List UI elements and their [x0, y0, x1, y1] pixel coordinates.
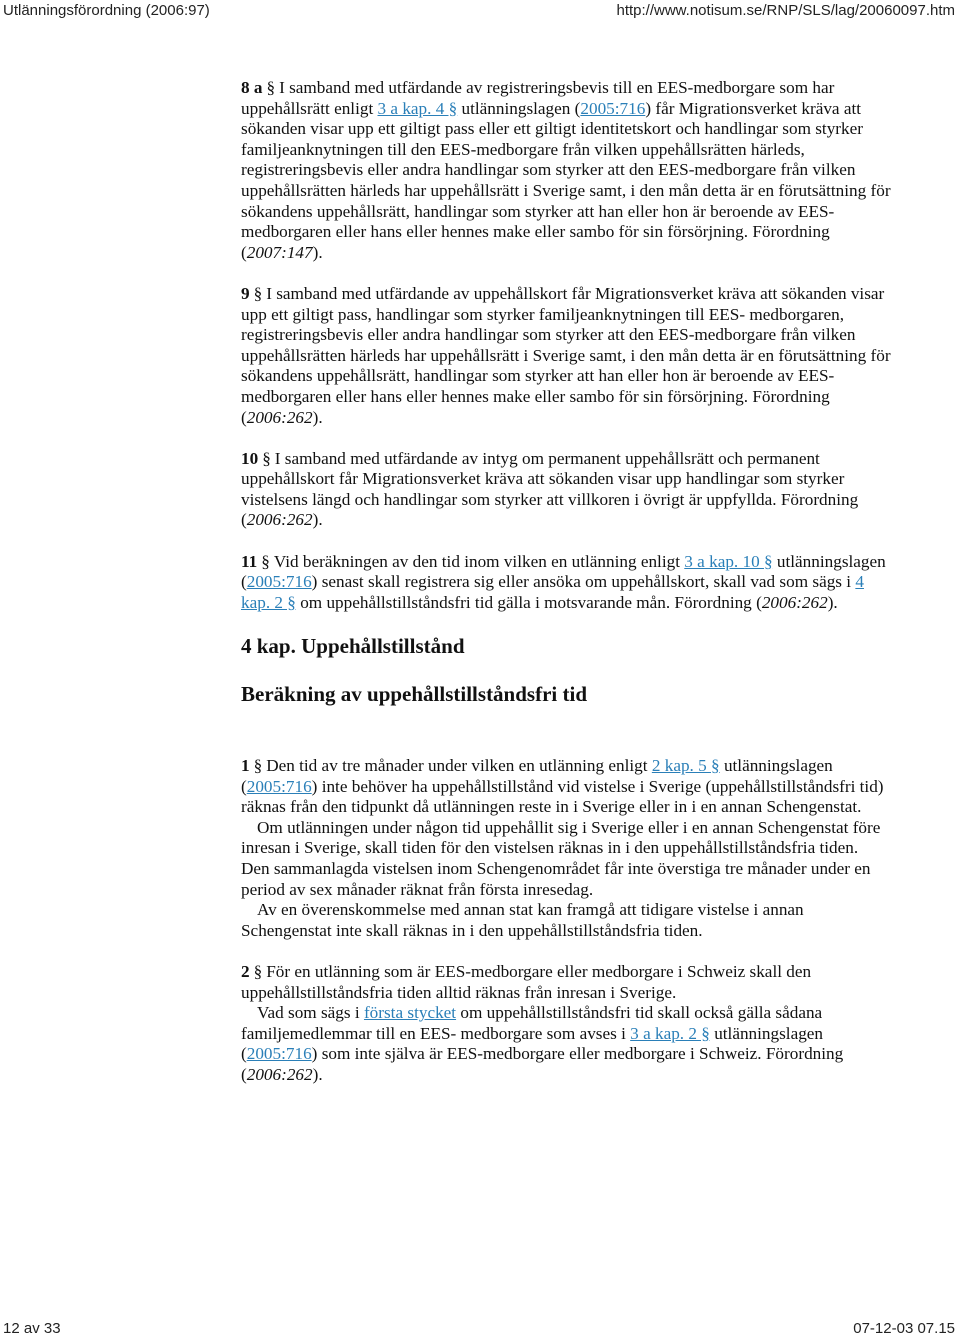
text-segment: ) som inte själva är EES-medborgare eller medborgare i Schweiz. Förordning (: [241, 1044, 844, 1084]
link-3a-kap-2[interactable]: 3 a kap. 2 §: [630, 1023, 710, 1043]
paragraph-8a: [241, 78, 891, 263]
text-segment: om uppehållstillståndsfri tid skall också gälla sådana familjemedlemmar till en EES- medborgare som avses i: [241, 1003, 823, 1043]
paragraph-continuation: Om utlänningen under någon tid uppehållit sig i Sverige eller i en annan Schengenstat före inresan i Sverige, skall tiden för den vistelsen räknas in i den uppehållstillståndsfria tiden. Den sammanlagda vistelsen inom Schengenområdet får inte överstiga tre månader under en period av sex månader räknat från första inresedag.: [241, 817, 881, 899]
link-forsta-stycket[interactable]: första stycket: [363, 1003, 457, 1023]
chapter-heading: 4 kap. Uppehållstillstånd: [241, 634, 465, 659]
document-body: [241, 78, 891, 1106]
paragraph-text: [241, 449, 891, 531]
section-sign: §: [266, 78, 276, 97]
paragraph-10: [241, 449, 891, 531]
text-segment: ) får Migrationsverket kräva att sökanden visar upp ett giltigt pass eller ett giltigt identitetskort och handlingar som styrker familjeanknytningen till den EES-medborgare från vilken uppehållsrätten härleds, registreringsbevis eller andra handlingar som styrker att den EES-medborgare från vilken uppehållsrätten härleds har uppehållsrätt i Sverige samt, i den mån detta är en förutsättning för sökandens uppehållsrätt, handlingar som styrker att han eller hon är beroende av EES-medborgaren eller hans eller hennes make eller sambo för sin försörjning. Förordning (: [241, 98, 891, 262]
link-2005-716[interactable]: 2005:716: [246, 1044, 312, 1064]
section-sign: §: [253, 961, 263, 981]
section-sign: §: [253, 756, 263, 776]
page-counter: 12 av 33: [3, 1320, 61, 1337]
ordinance-ref: 2006:262: [761, 592, 828, 612]
paragraph-number: 11: [241, 551, 258, 571]
paragraph-number: 1: [241, 756, 250, 776]
paragraph-text: [241, 78, 891, 263]
text-segment: ).: [312, 510, 323, 530]
text-segment: om uppehållstillståndsfri tid gälla i motsvarande mån. Förordning (: [300, 592, 762, 612]
text-segment: utlänningslagen (: [241, 551, 886, 592]
text-segment: I samband med utfärdande av uppehållskort får Migrationsverket kräva att sökanden visar upp ett giltigt pass, handlingar som styrker familjeanknytningen till EES- medborgaren, registreringsbevis eller andra handlingar som styrker att den EES-medborgare från vilken uppehållsrätten härleds har uppehållsrätt i Sverige samt, i den mån detta är en förutsättning för sökandens uppehållsrätt, handlingar som styrker att han eller hon är beroende av EES-medborgaren eller hans eller hennes make eller sambo för sin försörjning. Förordning (: [241, 283, 891, 427]
ordinance-ref: 2006:262: [246, 407, 313, 427]
text-segment: utlänningslagen (: [241, 1023, 824, 1064]
page-footer: [0, 1318, 960, 1338]
link-2005-716[interactable]: 2005:716: [246, 572, 312, 592]
paragraph-number: 9: [241, 283, 250, 303]
text-segment: I samband med utfärdande av intyg om permanent uppehållsrätt och permanent uppehållskort får Migrationsverket kräva att sökanden visar upp handlingar som styrker vistelsens längd och handlingar som styrker att villkoren i övrigt är uppfyllda. Förordning (: [241, 448, 859, 530]
link-3a-kap-10[interactable]: 3 a kap. 10 §: [684, 551, 773, 571]
paragraph-11: [241, 552, 891, 614]
paragraph-number: 10: [241, 448, 259, 468]
text-segment: utlänningslagen (: [241, 756, 833, 796]
print-timestamp: 07-12-03 07.15: [853, 1320, 955, 1337]
link-2005-716[interactable]: 2005:716: [246, 776, 312, 796]
text-segment: ).: [312, 407, 323, 427]
text-segment: Vid beräkningen av den tid inom vilken en utlänning enligt: [273, 551, 680, 571]
section-sign: §: [253, 283, 263, 303]
page-header: [0, 0, 960, 22]
section-sign: §: [261, 551, 270, 571]
header-title: Utlänningsförordning (2006:97): [3, 2, 210, 19]
text-segment: Vad som sägs i: [257, 1003, 360, 1023]
text-segment: utlänningslagen (: [461, 98, 581, 118]
paragraph-1: [241, 756, 891, 941]
text-segment: ) senast skall registrera sig eller ansöka om uppehållskort, skall vad som sägs i: [311, 572, 852, 592]
text-segment: I samband med utfärdande av registreringsbevis till en EES-medborgare som har uppehållsrätt enligt: [241, 78, 835, 118]
paragraph-2: [241, 962, 891, 1086]
paragraph-continuation: [241, 1003, 891, 1085]
paragraph-number: 8 a: [241, 78, 263, 97]
link-4-kap-2[interactable]: 4 kap. 2 §: [241, 572, 864, 612]
link-3a-kap-4[interactable]: 3 a kap. 4 §: [377, 98, 458, 118]
paragraph-continuation: Av en överenskommelse med annan stat kan framgå att tidigare vistelse i annan Schengenstat inte skall räknas in i den uppehållstillståndsfria tiden.: [241, 900, 804, 940]
link-2-kap-5[interactable]: 2 kap. 5 §: [651, 756, 720, 776]
link-2005-716[interactable]: 2005:716: [580, 98, 646, 118]
text-segment: För en utlänning som är EES-medborgare eller medborgare i Schweiz skall den uppehållstillståndsfria tiden alltid räknas från inresan i Sverige.: [241, 961, 812, 1002]
ordinance-ref: 2006:262: [246, 510, 313, 530]
paragraph-number: 2: [241, 961, 250, 981]
paragraph-text: [241, 552, 891, 614]
paragraph-text: [241, 962, 891, 1003]
paragraph-text: [241, 284, 891, 428]
section-sign: §: [262, 448, 271, 468]
ordinance-ref: 2006:262: [246, 1064, 313, 1084]
text-segment: Den tid av tre månader under vilken en utlänning enligt: [266, 756, 648, 776]
text-segment: ).: [312, 242, 323, 262]
ordinance-ref: 2007:147: [246, 242, 313, 262]
paragraph-9: [241, 284, 891, 428]
text-segment: ) inte behöver ha uppehållstillstånd vid vistelse i Sverige (uppehållstillståndsfri tid) räknas från den tidpunkt då utlänningen reste in i Sverige eller in i en annan Schengenstat.: [241, 776, 884, 817]
text-segment: ).: [827, 592, 838, 612]
text-segment: ).: [312, 1064, 323, 1084]
paragraph-text: [241, 756, 891, 818]
section-heading: Beräkning av uppehållstillståndsfri tid: [241, 682, 587, 707]
header-url: http://www.notisum.se/RNP/SLS/lag/20060097.htm: [616, 2, 955, 19]
